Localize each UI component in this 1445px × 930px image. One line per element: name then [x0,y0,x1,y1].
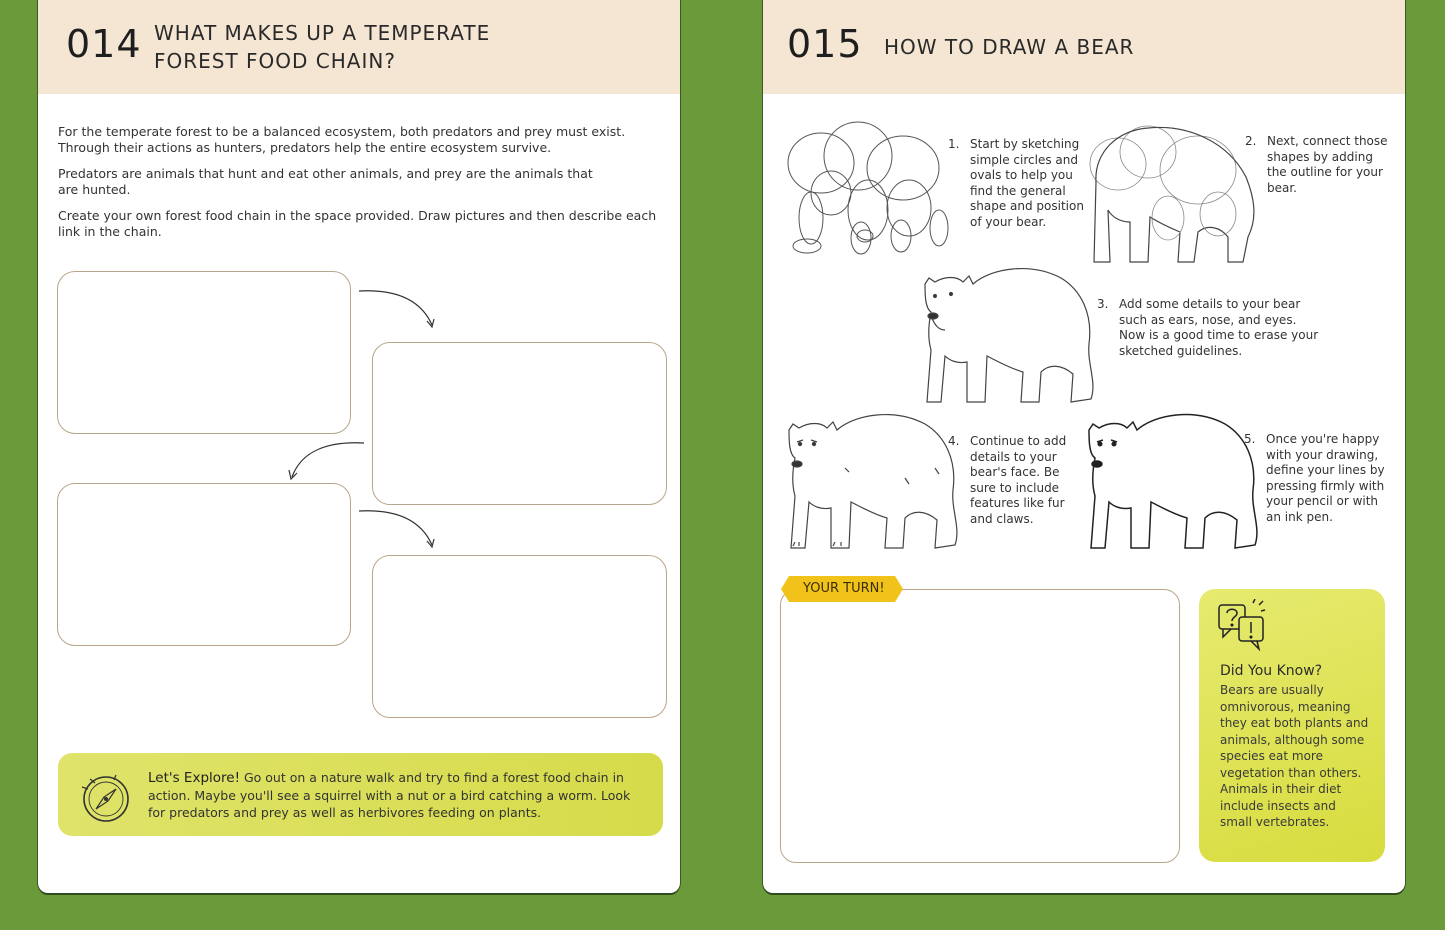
step-4-text [948,434,1082,527]
intro-paragraph: For the temperate forest to be a balanced ecosystem, both predators and prey must exist. Through their actions as hunters, predators help the entire ecosystem survive. [58,124,626,155]
explore-label: Let's Explore! [148,770,240,786]
page-title-line2: FOREST FOOD CHAIN? [154,49,396,73]
bear-sketch-step-2 [1088,122,1268,270]
step-description: Continue to add details to your bear's face. Be sure to include features like fur and claws. [970,434,1067,526]
lets-explore-callout [58,753,663,836]
page-title: HOW TO DRAW A BEAR [884,35,1135,59]
page-number: 014 [66,22,142,66]
step-number: 4. [948,434,960,448]
left-page-header [38,0,680,94]
step-description: Once you're happy with your drawing, define your lines by pressing firmly with your pencil or with an ink pen. [1266,432,1385,524]
step-description: Start by sketching simple circles and ovals to help you find the general shape and position of your bear. [970,137,1084,229]
bear-sketch-step-1 [783,118,963,258]
step-2-text [1245,134,1392,196]
intro-text [58,124,658,250]
food-chain-box-1[interactable] [57,271,351,434]
step-number: 1. [948,137,960,151]
bear-sketch-step-5 [1085,408,1265,550]
food-chain-box-2[interactable] [372,342,667,505]
arrow-icon [356,505,436,550]
did-you-know-callout [1199,589,1385,862]
did-you-know-text: Bears are usually omnivorous, meaning they eat both plants and animals, although some species eat more vegetation than others. Animals in their diet include insects and small vertebrates. [1220,683,1369,829]
step-1-text [948,137,1085,230]
question-exclamation-speech-icon [1217,599,1281,651]
step-3-text [1097,297,1319,359]
bear-sketch-step-3 [921,264,1101,406]
step-5-text [1244,432,1391,525]
explore-body: Go out on a nature walk and try to find a forest food chain in action. Maybe you'll see a squirrel with a nut or a bird catching a worm. Look for predators and prey as well as herbivores feeding on plants. [148,770,631,820]
your-turn-drawing-area[interactable] [780,589,1180,863]
did-you-know-title: Did You Know? [1220,663,1323,679]
bear-sketch-step-4 [785,408,965,550]
intro-paragraph: Predators are animals that hunt and eat other animals, and prey are the animals that are hunted. [58,166,593,197]
compass-icon [76,767,136,825]
step-description: Next, connect those shapes by adding the outline for your bear. [1267,134,1388,195]
step-number: 5. [1244,432,1256,446]
intro-paragraph: Create your own forest food chain in the space provided. Draw pictures and then describe each link in the chain. [58,208,657,239]
step-number: 3. [1097,297,1109,311]
step-description: Add some details to your bear such as ears, nose, and eyes. Now is a good time to erase your sketched guidelines. [1119,297,1319,358]
food-chain-box-4[interactable] [372,555,667,718]
food-chain-box-3[interactable] [57,483,351,646]
page-title-line1: WHAT MAKES UP A TEMPERATE [154,21,491,45]
arrow-icon [286,437,366,482]
left-page [38,0,680,893]
arrow-icon [356,285,436,330]
your-turn-label: YOUR TURN! [789,576,895,602]
page-number: 015 [787,22,863,66]
right-page-header [763,0,1405,94]
step-number: 2. [1245,134,1257,148]
explore-text [148,769,638,821]
right-page [763,0,1405,893]
